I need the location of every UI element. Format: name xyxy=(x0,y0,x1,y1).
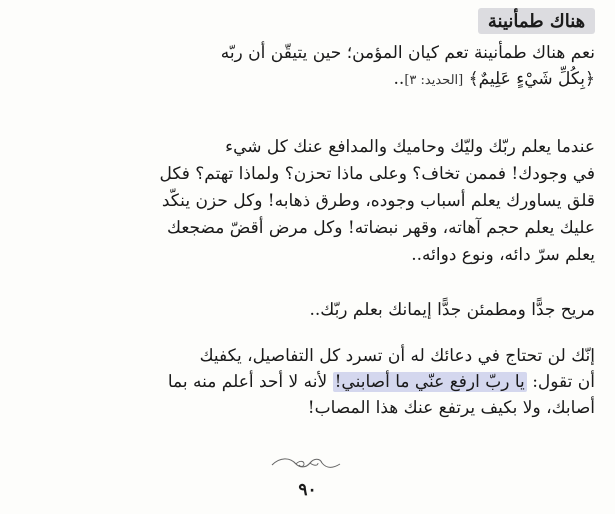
paragraph-2 xyxy=(20,134,595,269)
paragraph-4-suffix: لأنه لا أحد أعلم منه بما xyxy=(167,372,328,392)
page-number: ٩٠ xyxy=(298,480,317,500)
paragraph-2-line: قلق يساورك يعلم أسباب وجوده، وطرق ذهابه! وكل حزن ينكّد xyxy=(161,191,595,211)
decorative-ornament-icon xyxy=(266,452,346,474)
quran-verse: ﴿بِكُلِّ شَيْءٍ عَلِيمٌ﴾ xyxy=(468,69,595,89)
paragraph-4-line-1: إنّك لن تحتاج في دعائك له أن تسرد كل التفاصيل، يكفيك xyxy=(199,346,595,366)
paragraph-4-line-2 xyxy=(20,369,595,395)
paragraph-1-tail: .. xyxy=(393,69,405,89)
section-heading: هناك طمأنينة xyxy=(478,8,595,34)
paragraph-4 xyxy=(20,343,595,421)
highlighted-text[interactable]: يا ربّ ارفع عنّي ما أصابني! xyxy=(334,372,525,392)
paragraph-3: مريح جدًّا ومطمئن جدًّا إيمانك بعلم ربّك.. xyxy=(309,300,595,320)
paragraph-2-line: يعلم سرّ دائه، ونوع دوائه.. xyxy=(411,245,595,265)
paragraph-4-prefix: أن تقول: xyxy=(532,372,595,392)
paragraph-1 xyxy=(20,40,595,94)
verse-reference: [الحديد: ٣] xyxy=(404,73,464,88)
paragraph-1-line-2 xyxy=(20,66,595,94)
paragraph-4-line-3: أصابك، ولا بكيف يرتفع عنك هذا المصاب! xyxy=(307,398,595,418)
paragraph-1-line-1: نعم هناك طمأنينة تعم كيان المؤمن؛ حين يتيقّن أن ربّه xyxy=(220,43,595,63)
paragraph-2-line: عندما يعلم ربّك وليّك وحاميك والمدافع عنك كل شيء xyxy=(225,137,595,157)
paragraph-2-line: في وجودك! فممن تخاف؟ وعلى ماذا تحزن؟ ولماذا تهتم؟ فكل xyxy=(159,164,595,184)
paragraph-2-line: عليك يعلم حجم آهاته، وقهر نبضاته! وكل مرض أقضّ مضجعك xyxy=(167,218,595,238)
